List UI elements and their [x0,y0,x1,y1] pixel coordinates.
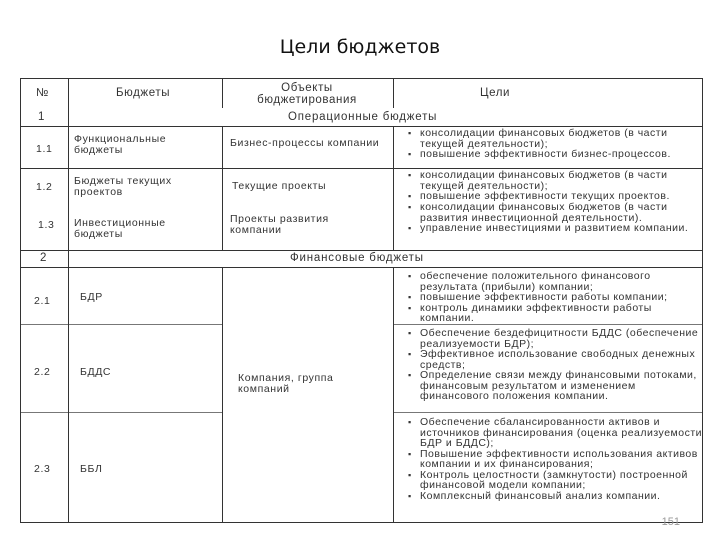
goal-item: ▪ Контроль целостности (замкнутости) построенной финансовой модели компании; [420,470,705,491]
merged-object: Компания, группа компаний [238,372,334,395]
goal-item: ▪ Эффективное использование свободных денежных средств; [420,349,705,370]
divider [393,78,394,108]
divider [20,78,21,523]
goals-list [408,128,700,160]
divider [393,126,394,250]
goals-list [408,170,705,202]
goal-item: ▪ консолидации финансовых бюджетов (в части текущей деятельности); [420,128,700,149]
goal-item: ▪ повышение эффективности работы компании; [420,292,705,303]
section-title: Операционные бюджеты [288,111,438,123]
goal-item: ▪ консолидации финансовых бюджетов (в части текущей деятельности); [420,170,705,191]
goal-item: ▪ контроль динамики эффективности работы компании. [420,303,705,324]
divider [20,522,703,523]
divider [393,267,394,523]
goal-item: ▪ Обеспечение бездефицитности БДДС (обеспечение реализуемости БДР); [420,328,705,349]
row-num: 2.2 [34,366,51,378]
divider [393,324,703,325]
row-budget: ББЛ [80,463,103,475]
page-number: 151 [661,516,680,528]
header-budgets: Бюджеты [116,87,171,99]
goal-item: ▪ Определение связи между финансовыми потоками, финансовым результатом и изменением финансового положения компании. [420,370,705,402]
section-num: 1 [38,111,45,123]
goal-item: ▪ обеспечение положительного финансового результата (прибыли) компании; [420,271,705,292]
row-num: 2.3 [34,463,51,475]
goal-item: ▪ Обеспечение сбалансированности активов и источников финансирования (оценка реализуемости БДР и БДДС); [420,417,705,449]
header-objects: Объекты бюджетирования [257,82,357,106]
row-object: Текущие проекты [232,180,327,192]
header-num: № [36,87,49,99]
goal-item: ▪ Повышение эффективности использования активов компании и их финансирования; [420,449,705,470]
divider [222,78,223,108]
row-object: Бизнес-процессы компании [230,137,380,149]
row-num: 1.3 [38,219,55,231]
divider [222,267,223,523]
divider [20,267,703,268]
goal-item: ▪ консолидации финансовых бюджетов (в части развития инвестиционной деятельности). [420,202,705,223]
goals-list [408,202,705,234]
row-object: Проекты развития компании [230,213,329,236]
header-goals: Цели [480,87,511,99]
goals-list [408,271,705,324]
divider [68,78,69,523]
goal-item: ▪ Комплексный финансовый анализ компании. [420,491,705,502]
divider [20,78,703,79]
goals-list [408,328,705,402]
goal-item: ▪ управление инвестициями и развитием компании. [420,223,705,234]
slide-title: Цели бюджетов [279,36,441,58]
row-budget: Функциональные бюджеты [74,133,167,156]
row-num: 2.1 [34,295,51,307]
row-budget: БДДС [80,366,112,378]
divider [20,412,222,413]
section-num: 2 [40,252,47,264]
divider [222,126,223,250]
goal-item: ▪ повышение эффективности бизнес-процессов. [420,149,700,160]
row-budget: БДР [80,291,103,303]
section-title: Финансовые бюджеты [290,252,424,264]
row-budget: Инвестиционные бюджеты [74,217,166,240]
budget-goals-table [20,78,703,523]
goals-list [408,417,705,501]
row-budget: Бюджеты текущих проектов [74,175,172,198]
row-num: 1.1 [36,143,53,155]
divider [393,412,703,413]
divider [20,250,703,251]
row-num: 1.2 [36,181,53,193]
divider [20,324,222,325]
goal-item: ▪ повышение эффективности текущих проектов. [420,191,705,202]
